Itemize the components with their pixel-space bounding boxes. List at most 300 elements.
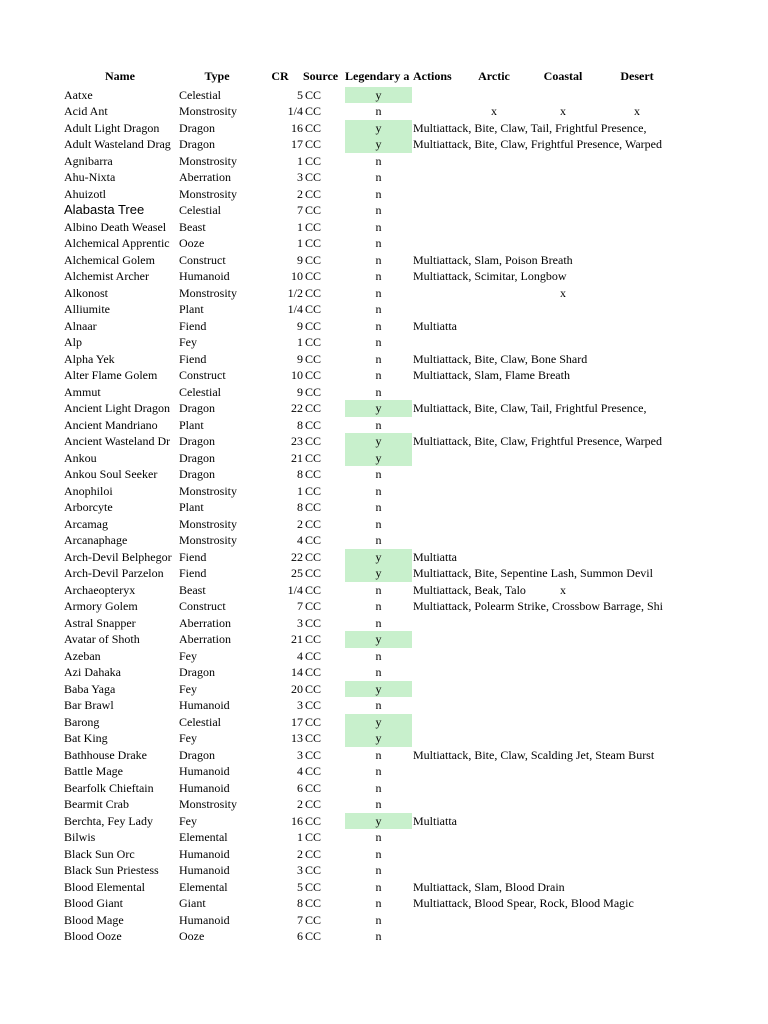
- cell-actions[interactable]: Multiatta: [413, 318, 457, 333]
- cell-source[interactable]: CC: [305, 368, 322, 382]
- table-row: [0, 235, 768, 252]
- cell-type[interactable]: Fey: [179, 681, 197, 696]
- cell-legendary[interactable]: n: [375, 846, 382, 861]
- cell-cr[interactable]: 4: [297, 648, 303, 663]
- cell-legendary[interactable]: y: [345, 565, 412, 582]
- cell-name[interactable]: Alabasta Tree: [64, 202, 145, 217]
- table-row: [0, 219, 768, 236]
- cell-cr[interactable]: 7: [297, 203, 303, 217]
- cell-name[interactable]: Arcanaphage: [64, 533, 128, 547]
- cell-cr[interactable]: 1: [297, 236, 303, 250]
- cell-cr[interactable]: 9: [297, 351, 303, 366]
- cell-source[interactable]: CC: [305, 632, 322, 646]
- cell-cr[interactable]: 1: [297, 483, 303, 498]
- cell-name[interactable]: Blood Mage: [64, 912, 124, 927]
- cell-type[interactable]: Dragon: [179, 467, 215, 481]
- header-coastal[interactable]: Coastal: [543, 69, 583, 83]
- cell-type[interactable]: Humanoid: [179, 269, 230, 283]
- cell-actions[interactable]: Multiattack, Slam, Blood Drain: [413, 879, 565, 894]
- cell-legendary[interactable]: n: [375, 269, 382, 283]
- cell-name[interactable]: Ancient Wasteland Dr: [64, 434, 171, 448]
- cell-name[interactable]: Blood Giant: [64, 896, 123, 910]
- cell-type[interactable]: Elemental: [179, 830, 228, 844]
- cell-type[interactable]: Fiend: [179, 351, 207, 366]
- cell-type[interactable]: Dragon: [179, 450, 215, 465]
- cell-source[interactable]: CC: [305, 483, 322, 498]
- cell-name[interactable]: Adult Light Dragon: [64, 120, 160, 135]
- cell-type[interactable]: Humanoid: [179, 698, 230, 712]
- cell-type[interactable]: Fey: [179, 335, 197, 349]
- cell-name[interactable]: Alliumite: [64, 302, 110, 316]
- cell-legendary[interactable]: n: [375, 236, 382, 250]
- cell-cr[interactable]: 1: [297, 830, 303, 844]
- cell-type[interactable]: Fiend: [179, 549, 207, 564]
- cell-legendary[interactable]: n: [375, 104, 382, 118]
- header-type[interactable]: Type: [204, 69, 230, 83]
- cell-legendary[interactable]: n: [375, 368, 382, 382]
- cell-name[interactable]: Ankou Soul Seeker: [64, 467, 158, 481]
- cell-type[interactable]: Humanoid: [179, 912, 230, 927]
- cell-legendary[interactable]: n: [375, 219, 382, 234]
- cell-name[interactable]: Azeban: [64, 648, 101, 663]
- cell-source[interactable]: CC: [305, 137, 322, 151]
- cell-name[interactable]: Bearmit Crab: [64, 797, 129, 811]
- table-row: [0, 301, 768, 318]
- cell-name[interactable]: Agnibarra: [64, 153, 113, 168]
- cell-type[interactable]: Plant: [179, 302, 204, 316]
- cell-name[interactable]: Azi Dahaka: [64, 665, 121, 679]
- cell-cr[interactable]: 3: [297, 170, 303, 184]
- cell-source[interactable]: CC: [305, 384, 322, 399]
- cell-cr[interactable]: 14: [291, 665, 303, 679]
- cell-name[interactable]: Archaeopteryx: [64, 582, 136, 597]
- cell-cr[interactable]: 6: [297, 780, 303, 795]
- cell-source[interactable]: CC: [305, 401, 322, 415]
- cell-legendary[interactable]: n: [375, 912, 382, 927]
- cell-source[interactable]: CC: [305, 813, 322, 828]
- cell-cr[interactable]: 6: [297, 929, 303, 943]
- cell-cr[interactable]: 1/4: [287, 582, 303, 597]
- cell-cr[interactable]: 7: [297, 912, 303, 927]
- cell-name[interactable]: Ankou: [64, 450, 97, 465]
- cell-actions[interactable]: Multiattack, Bite, Claw, Scalding Jet, Steam Burst: [413, 747, 655, 762]
- cell-type[interactable]: Aberration: [179, 632, 231, 646]
- cell-legendary[interactable]: n: [375, 351, 382, 366]
- cell-type[interactable]: Construct: [179, 252, 226, 267]
- header-actions[interactable]: Actions: [413, 69, 452, 83]
- cell-source[interactable]: CC: [305, 516, 322, 531]
- cell-source[interactable]: CC: [305, 500, 322, 514]
- cell-legendary[interactable]: n: [375, 929, 382, 943]
- cell-cr[interactable]: 25: [291, 566, 303, 580]
- cell-legendary[interactable]: n: [375, 863, 382, 877]
- cell-source[interactable]: CC: [305, 335, 322, 349]
- cell-legendary[interactable]: n: [375, 170, 382, 184]
- cell-type[interactable]: Beast: [179, 219, 206, 234]
- cell-source[interactable]: CC: [305, 87, 322, 102]
- cell-cr[interactable]: 4: [297, 764, 303, 778]
- table-row: [0, 400, 768, 417]
- cell-name[interactable]: Black Sun Priestess: [64, 863, 159, 877]
- cell-legendary[interactable]: y: [345, 120, 412, 137]
- table-row: [0, 516, 768, 533]
- header-legendary[interactable]: Legendary a: [345, 69, 410, 83]
- cell-arctic[interactable]: x: [491, 104, 497, 118]
- cell-cr[interactable]: 16: [291, 120, 303, 135]
- cell-source[interactable]: CC: [305, 912, 322, 927]
- cell-name[interactable]: Barong: [64, 714, 100, 729]
- cell-name[interactable]: Ancient Light Dragon: [64, 401, 170, 415]
- header-name[interactable]: Name: [105, 69, 135, 83]
- cell-type[interactable]: Celestial: [179, 384, 221, 399]
- cell-coastal[interactable]: x: [560, 285, 566, 300]
- cell-type[interactable]: Dragon: [179, 434, 215, 448]
- cell-cr[interactable]: 16: [291, 813, 303, 828]
- cell-actions[interactable]: Multiattack, Bite, Claw, Tail, Frightful Presence,: [413, 120, 647, 135]
- cell-name[interactable]: Bat King: [64, 731, 108, 745]
- cell-source[interactable]: CC: [305, 846, 322, 861]
- cell-name[interactable]: Arborcyte: [64, 500, 113, 514]
- header-source[interactable]: Source: [303, 69, 339, 83]
- cell-actions[interactable]: Multiattack, Bite, Claw, Tail, Frightful Presence,: [413, 401, 647, 415]
- cell-source[interactable]: CC: [305, 764, 322, 778]
- cell-desert[interactable]: x: [634, 104, 640, 118]
- cell-source[interactable]: CC: [305, 896, 322, 910]
- cell-source[interactable]: CC: [305, 599, 322, 613]
- header-desert[interactable]: Desert: [620, 69, 654, 83]
- cell-cr[interactable]: 3: [297, 698, 303, 712]
- cell-source[interactable]: CC: [305, 830, 322, 844]
- cell-name[interactable]: Armory Golem: [64, 599, 138, 613]
- cell-name[interactable]: Alchemical Apprentic: [64, 236, 170, 250]
- cell-legendary[interactable]: n: [375, 698, 382, 712]
- cell-name[interactable]: Bar Brawl: [64, 698, 114, 712]
- cell-source[interactable]: CC: [305, 467, 322, 481]
- cell-source[interactable]: CC: [305, 153, 322, 168]
- cell-source[interactable]: CC: [305, 549, 322, 564]
- cell-cr[interactable]: 3: [297, 863, 303, 877]
- cell-name[interactable]: Arcamag: [64, 516, 108, 531]
- cell-source[interactable]: CC: [305, 747, 322, 762]
- cell-coastal[interactable]: x: [560, 104, 566, 118]
- cell-cr[interactable]: 23: [291, 434, 303, 448]
- cell-type[interactable]: Fey: [179, 731, 197, 745]
- cell-legendary[interactable]: y: [345, 400, 412, 417]
- cell-type[interactable]: Construct: [179, 599, 226, 613]
- cell-source[interactable]: CC: [305, 318, 322, 333]
- cell-cr[interactable]: 3: [297, 747, 303, 762]
- cell-name[interactable]: Albino Death Weasel: [64, 219, 167, 234]
- header-arctic[interactable]: Arctic: [478, 69, 510, 83]
- cell-cr[interactable]: 1/4: [287, 302, 303, 316]
- cell-legendary[interactable]: n: [375, 335, 382, 349]
- cell-legendary[interactable]: n: [375, 384, 382, 399]
- cell-cr[interactable]: 2: [297, 797, 303, 811]
- cell-type[interactable]: Dragon: [179, 747, 215, 762]
- cell-name[interactable]: Battle Mage: [64, 764, 123, 778]
- header-cr[interactable]: CR: [271, 69, 289, 83]
- cell-source[interactable]: CC: [305, 731, 322, 745]
- cell-legendary[interactable]: n: [375, 533, 382, 547]
- cell-actions[interactable]: Multiattack, Slam, Poison Breath: [413, 252, 573, 267]
- cell-cr[interactable]: 7: [297, 599, 303, 613]
- cell-legendary[interactable]: n: [375, 186, 382, 201]
- cell-source[interactable]: CC: [305, 533, 322, 547]
- cell-name[interactable]: Ahuizotl: [64, 186, 106, 201]
- cell-type[interactable]: Fiend: [179, 566, 207, 580]
- cell-source[interactable]: CC: [305, 285, 322, 300]
- cell-legendary[interactable]: n: [375, 665, 382, 679]
- cell-source[interactable]: CC: [305, 566, 322, 580]
- cell-name[interactable]: Alp: [64, 335, 82, 349]
- cell-cr[interactable]: 2: [297, 516, 303, 531]
- cell-name[interactable]: Baba Yaga: [64, 681, 116, 696]
- cell-actions[interactable]: Multiattack, Beak, Talo: [413, 582, 526, 597]
- cell-cr[interactable]: 2: [297, 186, 303, 201]
- cell-source[interactable]: CC: [305, 186, 322, 201]
- cell-source[interactable]: CC: [305, 698, 322, 712]
- cell-source[interactable]: CC: [305, 450, 322, 465]
- cell-name[interactable]: Alpha Yek: [64, 351, 115, 366]
- cell-legendary[interactable]: y: [345, 549, 412, 566]
- cell-cr[interactable]: 5: [297, 87, 303, 102]
- cell-source[interactable]: CC: [305, 615, 322, 630]
- cell-legendary[interactable]: n: [375, 830, 382, 844]
- cell-legendary[interactable]: n: [375, 797, 382, 811]
- cell-type[interactable]: Celestial: [179, 87, 221, 102]
- cell-source[interactable]: CC: [305, 203, 322, 217]
- cell-legendary[interactable]: n: [375, 780, 382, 795]
- cell-source[interactable]: CC: [305, 797, 322, 811]
- cell-legendary[interactable]: n: [375, 285, 382, 300]
- cell-type[interactable]: Monstrosity: [179, 186, 238, 201]
- cell-cr[interactable]: 10: [291, 368, 303, 382]
- cell-legendary[interactable]: n: [375, 582, 382, 597]
- cell-cr[interactable]: 1/2: [287, 285, 303, 300]
- cell-type[interactable]: Aberration: [179, 170, 231, 184]
- cell-source[interactable]: CC: [305, 929, 322, 943]
- cell-type[interactable]: Beast: [179, 582, 206, 597]
- cell-source[interactable]: CC: [305, 879, 322, 894]
- cell-name[interactable]: Bilwis: [64, 830, 96, 844]
- cell-type[interactable]: Ooze: [179, 929, 205, 943]
- cell-name[interactable]: Ahu-Nixta: [64, 170, 116, 184]
- cell-source[interactable]: CC: [305, 434, 322, 448]
- cell-cr[interactable]: 22: [291, 401, 303, 415]
- cell-type[interactable]: Construct: [179, 368, 226, 382]
- cell-name[interactable]: Astral Snapper: [64, 615, 136, 630]
- cell-actions[interactable]: Multiattack, Bite, Claw, Bone Shard: [413, 351, 588, 366]
- cell-type[interactable]: Dragon: [179, 120, 215, 135]
- cell-source[interactable]: CC: [305, 665, 322, 679]
- cell-cr[interactable]: 3: [297, 615, 303, 630]
- cell-type[interactable]: Dragon: [179, 401, 215, 415]
- cell-legendary[interactable]: n: [375, 417, 382, 432]
- cell-cr[interactable]: 21: [291, 632, 303, 646]
- cell-cr[interactable]: 1: [297, 219, 303, 234]
- cell-name[interactable]: Alkonost: [64, 285, 109, 300]
- cell-type[interactable]: Fey: [179, 648, 197, 663]
- cell-name[interactable]: Bathhouse Drake: [64, 747, 147, 762]
- cell-source[interactable]: CC: [305, 351, 322, 366]
- cell-type[interactable]: Ooze: [179, 236, 205, 250]
- cell-type[interactable]: Celestial: [179, 203, 221, 217]
- cell-source[interactable]: CC: [305, 104, 322, 118]
- cell-name[interactable]: Blood Elemental: [64, 879, 145, 894]
- cell-type[interactable]: Plant: [179, 500, 204, 514]
- cell-cr[interactable]: 17: [291, 714, 303, 729]
- cell-cr[interactable]: 21: [291, 450, 303, 465]
- cell-legendary[interactable]: y: [345, 730, 412, 747]
- cell-cr[interactable]: 9: [297, 252, 303, 267]
- header-row: [0, 68, 768, 85]
- cell-type[interactable]: Fey: [179, 813, 197, 828]
- cell-type[interactable]: Monstrosity: [179, 533, 238, 547]
- cell-source[interactable]: CC: [305, 120, 322, 135]
- cell-type[interactable]: Monstrosity: [179, 516, 238, 531]
- cell-name[interactable]: Black Sun Orc: [64, 846, 135, 861]
- cell-actions[interactable]: Multiattack, Slam, Flame Breath: [413, 368, 570, 382]
- cell-source[interactable]: CC: [305, 582, 322, 597]
- cell-source[interactable]: CC: [305, 170, 322, 184]
- cell-cr[interactable]: 8: [297, 467, 303, 481]
- cell-cr[interactable]: 9: [297, 318, 303, 333]
- cell-name[interactable]: Ancient Mandriano: [64, 417, 158, 432]
- cell-legendary[interactable]: y: [345, 813, 412, 830]
- cell-source[interactable]: CC: [305, 252, 322, 267]
- cell-actions[interactable]: Multiattack, Bite, Claw, Frightful Presence, Warped: [413, 434, 662, 448]
- cell-type[interactable]: Humanoid: [179, 780, 230, 795]
- cell-cr[interactable]: 22: [291, 549, 303, 564]
- cell-actions[interactable]: Multiatta: [413, 549, 457, 564]
- cell-cr[interactable]: 8: [297, 417, 303, 432]
- cell-source[interactable]: CC: [305, 714, 322, 729]
- cell-source[interactable]: CC: [305, 863, 322, 877]
- cell-cr[interactable]: 8: [297, 500, 303, 514]
- cell-legendary[interactable]: n: [375, 483, 382, 498]
- cell-source[interactable]: CC: [305, 780, 322, 795]
- cell-legendary[interactable]: y: [345, 450, 412, 467]
- cell-name[interactable]: Aatxe: [64, 87, 93, 102]
- cell-type[interactable]: Dragon: [179, 665, 215, 679]
- cell-name[interactable]: Ammut: [64, 384, 101, 399]
- cell-legendary[interactable]: y: [345, 87, 412, 104]
- cell-type[interactable]: Monstrosity: [179, 104, 238, 118]
- cell-legendary[interactable]: y: [345, 631, 412, 648]
- cell-type[interactable]: Celestial: [179, 714, 221, 729]
- cell-cr[interactable]: 2: [297, 846, 303, 861]
- table-row: [0, 186, 768, 203]
- cell-cr[interactable]: 1: [297, 153, 303, 168]
- cell-coastal[interactable]: x: [560, 582, 566, 597]
- cell-legendary[interactable]: y: [345, 681, 412, 698]
- cell-legendary[interactable]: y: [345, 433, 412, 450]
- cell-legendary[interactable]: n: [375, 153, 382, 168]
- table-row: [0, 351, 768, 368]
- cell-legendary[interactable]: n: [375, 203, 382, 217]
- cell-cr[interactable]: 8: [297, 896, 303, 910]
- cell-type[interactable]: Humanoid: [179, 846, 230, 861]
- table-row: [0, 829, 768, 846]
- cell-name[interactable]: Alter Flame Golem: [64, 368, 158, 382]
- cell-legendary[interactable]: n: [375, 500, 382, 514]
- cell-legendary[interactable]: n: [375, 747, 382, 762]
- cell-legendary[interactable]: n: [375, 615, 382, 630]
- cell-type[interactable]: Monstrosity: [179, 153, 238, 168]
- cell-cr[interactable]: 1/4: [287, 104, 303, 118]
- cell-source[interactable]: CC: [305, 302, 322, 316]
- cell-type[interactable]: Monstrosity: [179, 285, 238, 300]
- cell-type[interactable]: Monstrosity: [179, 483, 238, 498]
- cell-actions[interactable]: Multiattack, Bite, Claw, Frightful Presence, Warped: [413, 137, 662, 151]
- cell-name[interactable]: Arch-Devil Parzelon: [64, 566, 164, 580]
- cell-type[interactable]: Dragon: [179, 137, 215, 151]
- cell-name[interactable]: Arch-Devil Belphegor: [64, 549, 172, 564]
- cell-type[interactable]: Humanoid: [179, 863, 230, 877]
- cell-type[interactable]: Fiend: [179, 318, 207, 333]
- cell-legendary[interactable]: y: [345, 136, 412, 153]
- cell-cr[interactable]: 20: [291, 681, 303, 696]
- cell-legendary[interactable]: n: [375, 648, 382, 663]
- cell-name[interactable]: Alchemical Golem: [64, 252, 155, 267]
- cell-source[interactable]: CC: [305, 648, 322, 663]
- cell-legendary[interactable]: n: [375, 467, 382, 481]
- cell-name[interactable]: Alchemist Archer: [64, 269, 149, 283]
- cell-legendary[interactable]: n: [375, 302, 382, 316]
- cell-legendary[interactable]: n: [375, 879, 382, 894]
- cell-name[interactable]: Alnaar: [64, 318, 97, 333]
- cell-name[interactable]: Blood Ooze: [64, 929, 122, 943]
- cell-legendary[interactable]: n: [375, 252, 382, 267]
- cell-source[interactable]: CC: [305, 236, 322, 250]
- cell-actions[interactable]: Multiattack, Polearm Strike, Crossbow Barrage, Shi: [413, 599, 663, 613]
- cell-legendary[interactable]: n: [375, 516, 382, 531]
- cell-cr[interactable]: 10: [291, 269, 303, 283]
- cell-name[interactable]: Anophiloi: [64, 483, 113, 498]
- cell-type[interactable]: Plant: [179, 417, 204, 432]
- cell-actions[interactable]: Multiatta: [413, 813, 457, 828]
- cell-type[interactable]: Humanoid: [179, 764, 230, 778]
- cell-source[interactable]: CC: [305, 681, 322, 696]
- cell-source[interactable]: CC: [305, 417, 322, 432]
- cell-name[interactable]: Adult Wasteland Drag: [64, 137, 171, 151]
- cell-cr[interactable]: 17: [291, 137, 303, 151]
- cell-type[interactable]: Monstrosity: [179, 797, 238, 811]
- cell-legendary[interactable]: n: [375, 599, 382, 613]
- cell-cr[interactable]: 4: [297, 533, 303, 547]
- cell-type[interactable]: Giant: [179, 896, 206, 910]
- cell-name[interactable]: Bearfolk Chieftain: [64, 780, 154, 795]
- cell-name[interactable]: Avatar of Shoth: [64, 632, 140, 646]
- cell-actions[interactable]: Multiattack, Bite, Sepentine Lash, Summon Devil: [413, 566, 653, 580]
- cell-legendary[interactable]: n: [375, 764, 382, 778]
- cell-type[interactable]: Elemental: [179, 879, 228, 894]
- cell-cr[interactable]: 9: [297, 384, 303, 399]
- cell-legendary[interactable]: n: [375, 318, 382, 333]
- cell-cr[interactable]: 13: [291, 731, 303, 745]
- cell-actions[interactable]: Multiattack, Blood Spear, Rock, Blood Magic: [413, 896, 634, 910]
- cell-source[interactable]: CC: [305, 269, 322, 283]
- cell-actions[interactable]: Multiattack, Scimitar, Longbow: [413, 269, 567, 283]
- cell-name[interactable]: Berchta, Fey Lady: [64, 813, 153, 828]
- cell-cr[interactable]: 1: [297, 335, 303, 349]
- cell-legendary[interactable]: y: [345, 714, 412, 731]
- cell-name[interactable]: Acid Ant: [64, 104, 108, 118]
- cell-legendary[interactable]: n: [375, 896, 382, 910]
- cell-type[interactable]: Aberration: [179, 615, 231, 630]
- cell-cr[interactable]: 5: [297, 879, 303, 894]
- cell-source[interactable]: CC: [305, 219, 322, 234]
